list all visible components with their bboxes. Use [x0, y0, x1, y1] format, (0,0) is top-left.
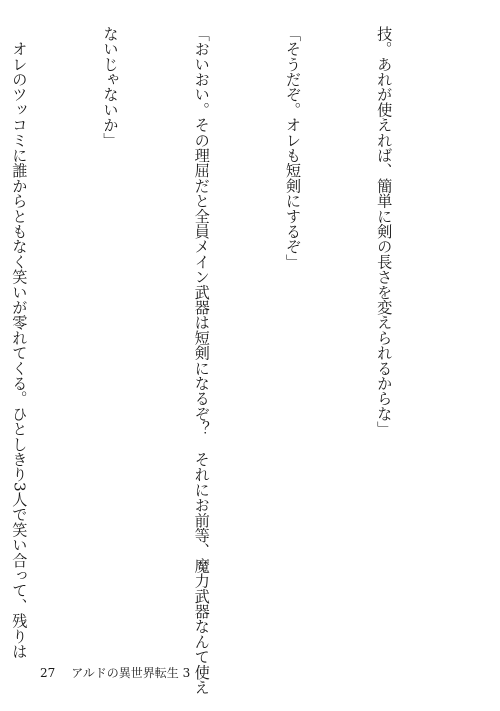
text-line: オレのツッコミに誰からともなく笑いが零れてくる。ひとしきり3人で笑い合って、残りは — [10, 26, 29, 659]
text-line: 「おいおい。その理屈だと全員メイン武器は短剣になるぞ？ それにお前等、魔力武器なんて使え — [192, 26, 211, 695]
book-title: アルドの異世界転生 3 — [71, 666, 191, 680]
page-footer — [40, 664, 190, 681]
text-line: 「そうだぞ。オレも短剣にするぞ」 — [283, 26, 302, 270]
text-line: ないじゃないか」 — [101, 26, 120, 148]
text-line: 技。あれが使えれば、簡単に剣の長さを変えられるからな」 — [375, 26, 394, 437]
page-number: 27 — [40, 666, 56, 680]
